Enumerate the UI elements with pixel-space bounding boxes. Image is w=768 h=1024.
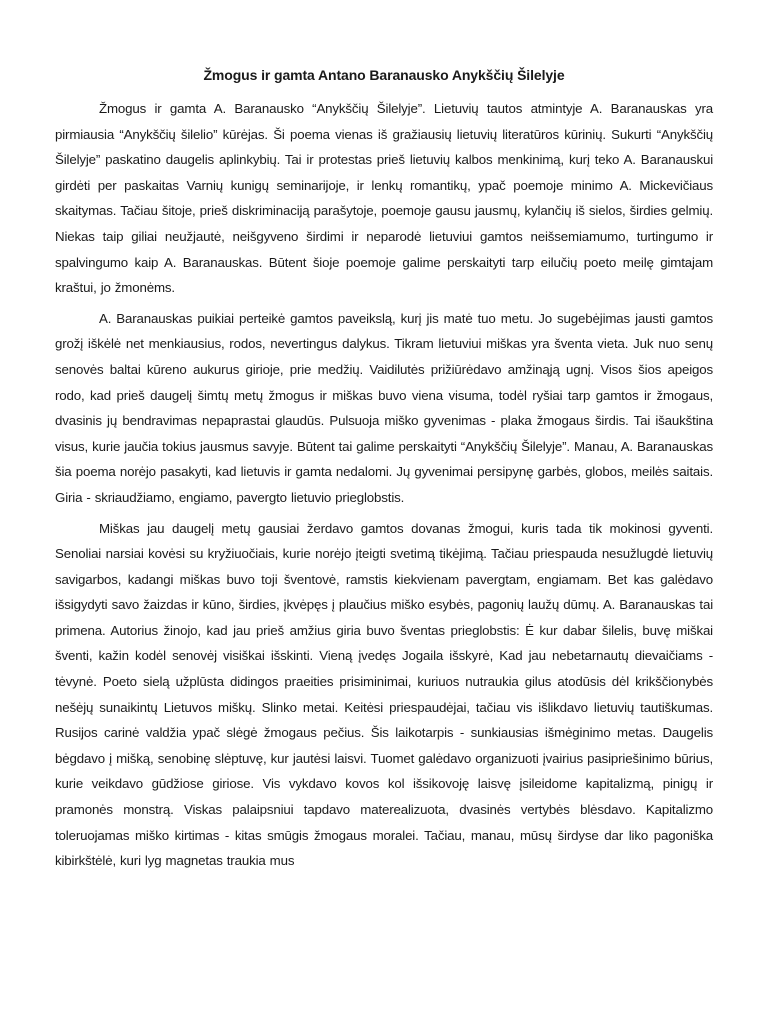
paragraph-1: Žmogus ir gamta A. Baranausko “Anykščių Šilelyje”. Lietuvių tautos atmintyje A. Baranauskas yra pirmiausia “Anykščių šilelio” kūrėjas. Ši poema vienas iš gražiausių lietuvių literatūros kūrinių. Sukurti “Anykščių Šilelyje” paskatino daugelis aplinkybių. Tai ir protestas prieš lietuvių kalbos menkinimą, kurį teko A. Baranauskui girdėti per paskaitas Varnių kunigų seminarijoje, ir lenkų romantikų, ypač poemoje minimo A. Mickevičiaus skaitymas. Tačiau šitoje, prieš diskriminaciją parašytoje, poemoje gausu jausmų, kylančių iš sielos, širdies gelmių. Niekas taip giliai neužjautė, neišgyveno širdimi ir neparodė lietuviui gamtos neišsemiamumo, turtingumo ir spalvingumo kaip A. Baranauskas. Būtent šioje poemoje galime perskaityti tarp eilučių poeto meilę gimtajam kraštui, jo žmonėms. <box>55 101 713 296</box>
document-title: Žmogus ir gamta Antano Baranausko Anykščių Šilelyje <box>203 67 565 83</box>
paragraph-3: Miškas jau daugelį metų gausiai žerdavo gamtos dovanas žmogui, kuris tada tik mokinosi gyventi. Senoliai narsiai kovėsi su kryžiuočiais, kurie norėjo įteigti svetimą tikėjimą. Tačiau priespauda nesužlugdė lietuvių savigarbos, kadangi miškas buvo toji šventovė, ramstis kiekvienam pavergtam, engiamam. Bet kas galėdavo išsigydyti savo žaizdas ir kūno, širdies, įkvėpęs į plaučius miško esybės, pagonių laužų dūmų. A. Baranauskas tai primena. Autorius žinojo, kad jau prieš amžius giria buvo šventas prieglobstis: Ė kur dabar šilelis, buvę miškai šventi, kažin kodėl senovėj visiškai išskinti. Vieną įvedęs Jogaila išskyrė, Kad jau nebetarnautų dievaičiams - tėvynė. Poeto sielą užplūsta didingos praeities prisiminimai, kuriuos nutraukia gilus atodūsis dėl krikščionybės nešėjų sunaikintų Lietuvos miškų. Slinko metai. Keitėsi priespaudėjai, tačiau vis išlikdavo lietuvių tautiškumas. Rusijos carinė valdžia ypač slėgė žmogaus pečius. Šis laikotarpis - sunkiausias išmėginimo metas. Daugelis bėgdavo į mišką, senobinę slėptuvę, kur jautėsi laisvi. Tuomet galėdavo organizuoti įvairius pasipriešinimo būrius, kurie veikdavo gūdžiose giriose. Vis vykdavo kovos kol išsikovoję laisvę įsileidome kapitalizmą, pinigų ir pramonės monstrą. Viskas palaipsniui tapdavo materealizuota, dvasinės vertybės blėsdavo. Kapitalizmo toleruojamas miško kirtimas - kitas smūgis žmogaus moralei. Tačiau, manau, mūsų širdyse dar liko pagoniška kibirkštėlė, kuri lyg magnetas traukia mus <box>55 520 713 869</box>
paragraph-2: A. Baranauskas puikiai perteikė gamtos paveikslą, kurį jis matė tuo metu. Jo sugebėjimas jausti gamtos grožį iškėlė net menkiausius, rodos, nevertingus dalykus. Tikram lietuviui miškas yra šventa vieta. Juk nuo senų senovės baltai kūreno aukurus girioje, prie medžių. Vaidilutės prižiūrėdavo amžinąją ugnį. Visos šios apeigos rodo, kad prieš daugelį šimtų metų žmogus ir miškas buvo viena visuma, todėl ryšiai tarp gamtos ir žmogaus, dvasinis jų bendravimas nepaprastai glaudūs. Pulsuoja miško gyvenimas - plaka žmogaus širdis. Tai išaukština visus, kurie jaučia tokius jausmus savyje. Būtent tai galime perskaityti “Anykščių Šilelyje”. Manau, A. Baranauskas šia poema norėjo pasakyti, kad lietuvis ir gamta nedalomi. Jų gyvenimai persipynę garbės, globos, meilės saitais. Giria - skriaudžiamo, engiamo, pavergto lietuvio prieglobstis. <box>55 310 713 505</box>
